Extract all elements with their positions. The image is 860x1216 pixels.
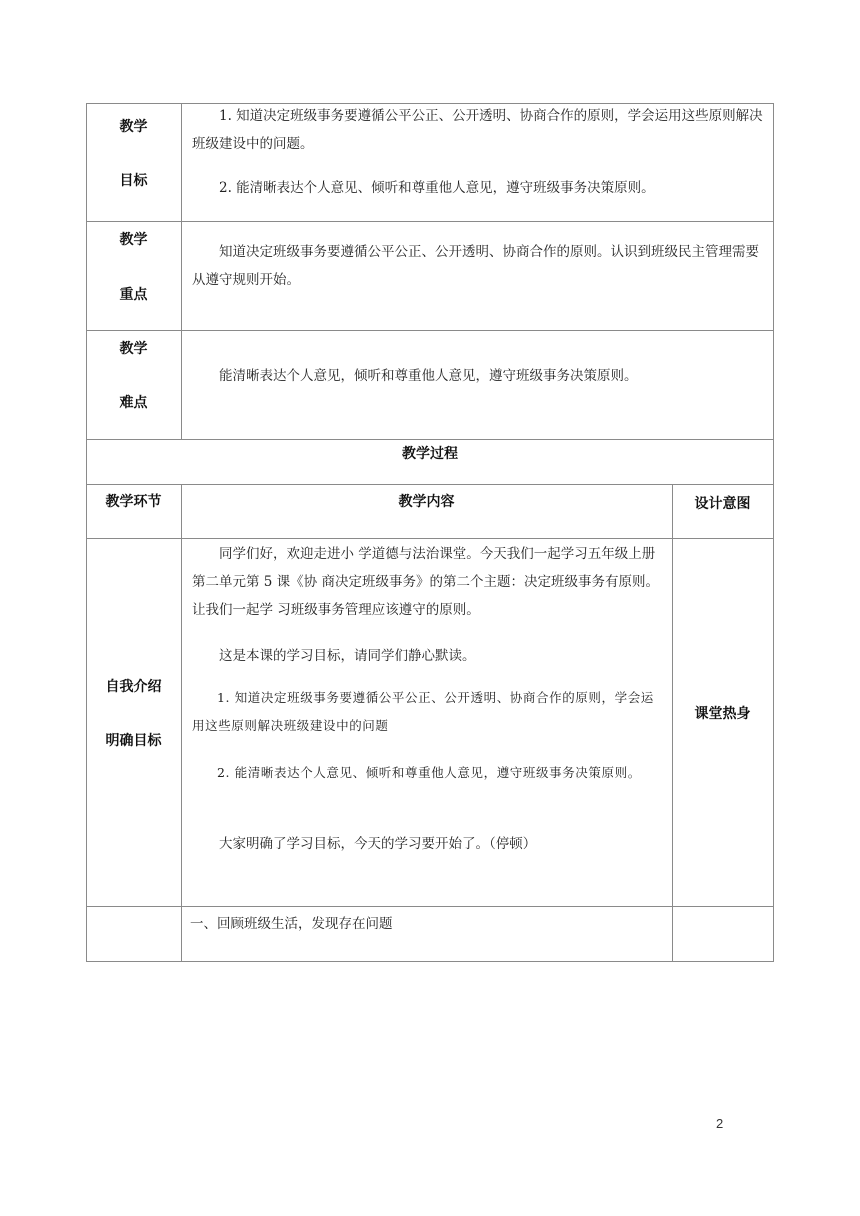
page-number: 2 <box>716 1116 724 1131</box>
difficulties-label-2: 难点 <box>119 395 148 411</box>
section1-paragraph: 大家明确了学习目标，今天的学习要开始了。（停顿） <box>219 836 537 852</box>
goals-label-2: 目标 <box>119 173 148 189</box>
table-border <box>86 221 774 222</box>
section1-stage-2: 明确目标 <box>105 733 162 749</box>
section1-intent: 课堂热身 <box>694 706 751 722</box>
table-border <box>86 439 774 440</box>
header-stage: 教学环节 <box>105 494 162 510</box>
goals-label-1: 教学 <box>119 119 148 135</box>
process-title: 教学过程 <box>402 446 458 462</box>
section1-paragraph: 这是本课的学习目标，请同学们静心默读。 <box>219 648 476 664</box>
key-points-label-2: 重点 <box>119 287 148 303</box>
section1-stage-1: 自我介绍 <box>105 679 162 695</box>
goals-item-1: 1. 知道决定班级事务要遵循公平公正、公开透明、协商合作的原则，学会运用这些原则解决班级建设中的问题。 <box>192 108 763 152</box>
difficulties-text: 能清晰表达个人意见，倾听和尊重他人意见，遵守班级事务决策原则。 <box>219 368 638 384</box>
table-border <box>86 484 774 485</box>
header-content: 教学内容 <box>398 494 455 510</box>
section1-paragraph: 同学们好，欢迎走进小 学道德与法治课堂。今天我们一起学习五年级上册第二单元第 5 课《协 商决定班级事务》的第二个主题：决定班级事务有原则。让我们一起学 习班级事务管理应该遵守的原则。 <box>192 546 659 618</box>
header-intent: 设计意图 <box>694 496 751 512</box>
table-border <box>672 484 673 962</box>
table-border <box>181 484 182 962</box>
goals-item-2: 2. 能清晰表达个人意见、倾听和尊重他人意见，遵守班级事务决策原则。 <box>219 180 655 196</box>
section1-paragraph: 2. 能清晰表达个人意见、倾听和尊重他人意见，遵守班级事务决策原则。 <box>217 765 641 780</box>
section1-paragraph: 1. 知道决定班级事务要遵循公平公正、公开透明、协商合作的原则，学会运用这些原则解决班级建设中的问题 <box>192 690 654 733</box>
section2-content: 一、回顾班级生活，发现存在问题 <box>190 916 393 932</box>
key-points-label-1: 教学 <box>119 232 148 248</box>
key-points-text: 知道决定班级事务要遵循公平公正、公开透明、协商合作的原则。认识到班级民主管理需要从遵守规则开始。 <box>192 244 759 288</box>
difficulties-label-1: 教学 <box>119 341 148 357</box>
table-border <box>773 103 774 962</box>
table-border <box>86 961 774 962</box>
table-border <box>86 906 774 907</box>
table-border <box>86 538 774 539</box>
table-border <box>181 103 182 440</box>
table-border <box>86 330 774 331</box>
